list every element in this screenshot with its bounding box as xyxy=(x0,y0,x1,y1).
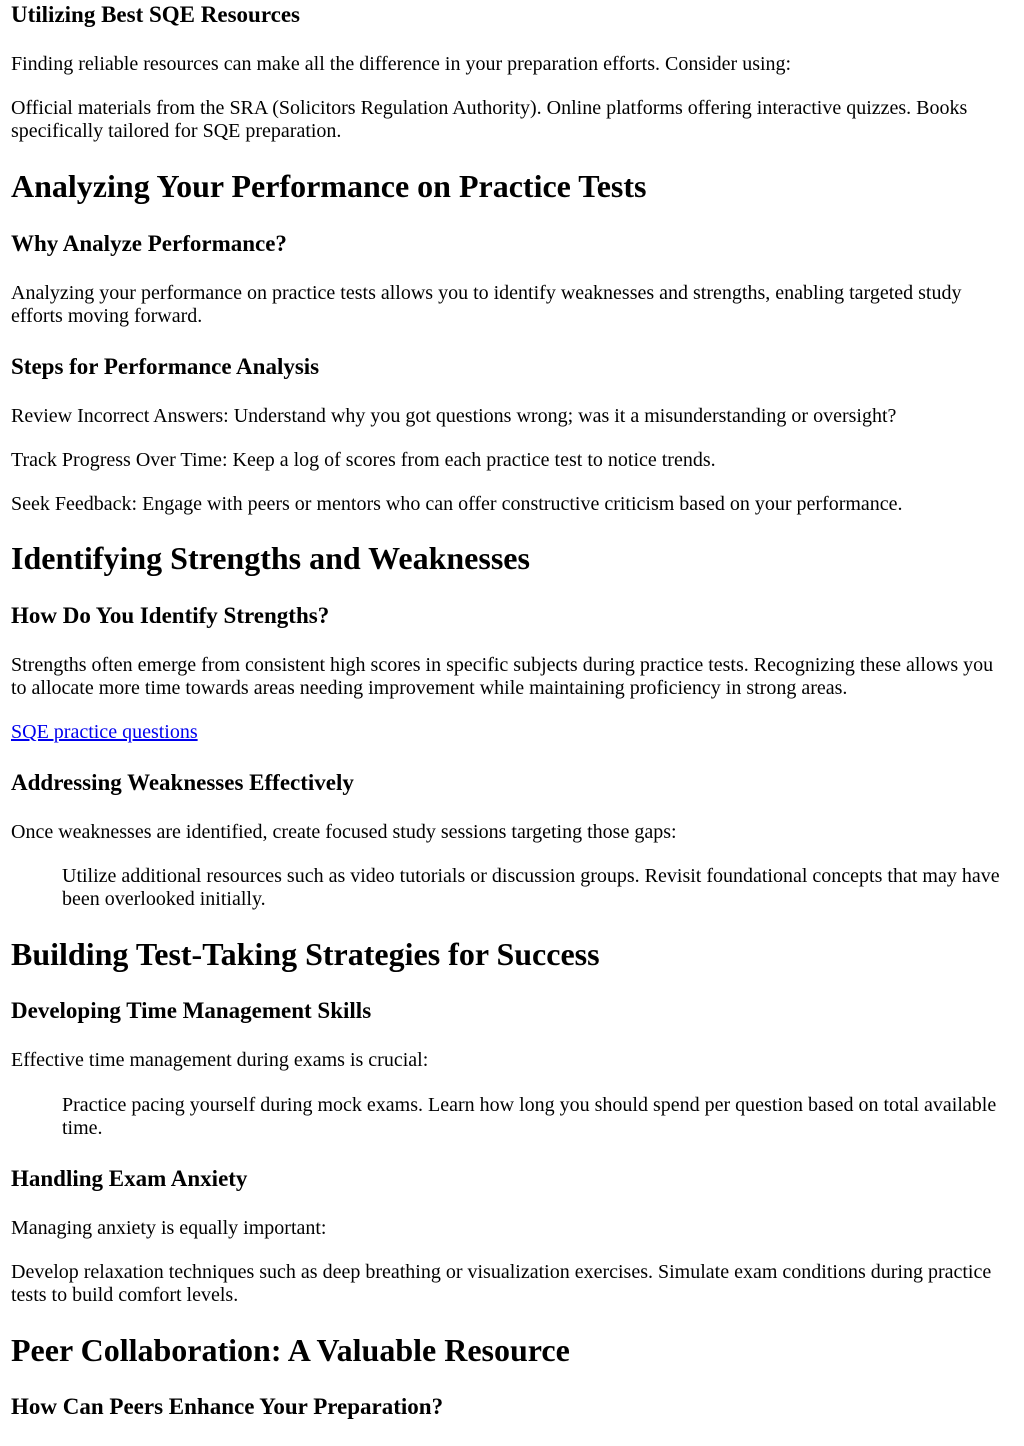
heading-why-analyze: Why Analyze Performance? xyxy=(11,231,287,256)
heading-analyzing-performance: Analyzing Your Performance on Practice Tests xyxy=(11,168,647,204)
link-sqe-practice-questions[interactable]: SQE practice questions xyxy=(11,721,198,743)
heading-peer-collaboration: Peer Collaboration: A Valuable Resource xyxy=(11,1332,570,1368)
heading-utilizing-resources: Utilizing Best SQE Resources xyxy=(11,2,300,27)
heading-strengths-weaknesses: Identifying Strengths and Weaknesses xyxy=(11,540,530,576)
paragraph-addressing-weaknesses: Once weaknesses are identified, create focused study sessions targeting those gaps: xyxy=(11,821,677,843)
blockquote-time-management: Practice pacing yourself during mock exams. Learn how long you should spend per question based on total available time. xyxy=(62,1094,997,1139)
paragraph-time-management: Effective time management during exams is crucial: xyxy=(11,1049,429,1071)
paragraph-why-analyze: Analyzing your performance on practice tests allows you to identify weaknesses and strengths, enabling targeted study efforts moving forward. xyxy=(11,282,962,327)
paragraph-resources-intro: Finding reliable resources can make all the difference in your preparation efforts. Consider using: xyxy=(11,53,792,75)
paragraph-step-feedback: Seek Feedback: Engage with peers or mentors who can offer constructive criticism based on your performance. xyxy=(11,493,903,515)
heading-exam-anxiety: Handling Exam Anxiety xyxy=(11,1166,248,1191)
blockquote-weakness-resources: Utilize additional resources such as video tutorials or discussion groups. Revisit foundational concepts that may have been overlooked initially. xyxy=(62,865,1000,910)
paragraph-step-review: Review Incorrect Answers: Understand why you got questions wrong; was it a misunderstanding or oversight? xyxy=(11,405,897,427)
heading-addressing-weaknesses: Addressing Weaknesses Effectively xyxy=(11,770,354,795)
paragraph-exam-anxiety: Managing anxiety is equally important: xyxy=(11,1217,327,1239)
paragraph-anxiety-techniques: Develop relaxation techniques such as deep breathing or visualization exercises. Simulate exam conditions during practice tests to build comfort levels. xyxy=(11,1261,992,1306)
heading-time-management: Developing Time Management Skills xyxy=(11,998,372,1023)
paragraph-identify-strengths: Strengths often emerge from consistent high scores in specific subjects during practice tests. Recognizing these allows you to allocate more time towards areas needing improvement while maintaining proficiency in strong areas. xyxy=(11,654,994,699)
heading-identify-strengths: How Do You Identify Strengths? xyxy=(11,603,330,628)
paragraph-step-track: Track Progress Over Time: Keep a log of scores from each practice test to notice trends. xyxy=(11,449,716,471)
link-paragraph xyxy=(11,721,1010,744)
heading-test-strategies: Building Test-Taking Strategies for Success xyxy=(11,936,600,972)
paragraph-resources-list: Official materials from the SRA (Solicitors Regulation Authority). Online platforms offering interactive quizzes. Books specifically tailored for SQE preparation. xyxy=(11,97,968,142)
heading-peers-enhance: How Can Peers Enhance Your Preparation? xyxy=(11,1394,444,1419)
heading-steps-analysis: Steps for Performance Analysis xyxy=(11,354,320,379)
